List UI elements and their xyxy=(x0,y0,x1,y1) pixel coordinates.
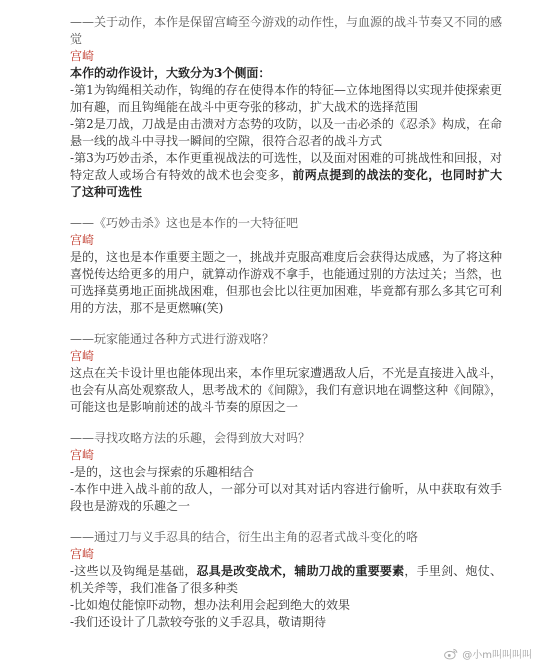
interview-question: ——《巧妙击杀》这也是本作的一大特征吧 xyxy=(70,216,299,230)
weibo-icon xyxy=(444,648,458,660)
interview-question: ——寻找攻略方法的乐趣，会得到放大对吗？ xyxy=(70,431,311,445)
answer-paragraph xyxy=(70,563,502,597)
answer-paragraph: 这点在关卡设计里也能体现出来，本作里玩家遭遇敌人后，不光是直接进入战斗，也会有从高处观察敌人，思考战术的《间隙》，我们有意识地在调整这种《间隙》，可能这也是影响前述的战斗节奏的原因之一 xyxy=(70,366,503,414)
watermark xyxy=(444,646,532,661)
speaker-name: 宫崎 xyxy=(70,448,95,462)
speaker-name: 宫崎 xyxy=(70,49,95,63)
answer-paragraph: -第1为钩绳相关动作，钩绳的存在使得本作的特征—立体地图得以实现并使探索更加有趣，而且钩绳能在战斗中更夸张的移动，扩大战术的选择范围 xyxy=(70,83,502,114)
section-gap xyxy=(70,515,502,529)
answer-text-tail: ，手里剑、炮仗、机关斧等，我们准备了很多种类 xyxy=(70,564,502,595)
interview-question: ——通过刀与义手忍具的结合，衍生出主角的忍者式战斗变化的咯 xyxy=(70,530,419,544)
emphasis-text: 忍具是改变战术，辅助刀战的重要要素 xyxy=(196,564,405,578)
answer-paragraph xyxy=(70,150,502,201)
answer-text: -第3为巧妙击杀，本作更重视战法的可选性，以及面对困难的可挑战性和回报，对特定敌人或场合有特效的战术也会变多， xyxy=(70,151,502,182)
answer-paragraph: -我们还设计了几款较夸张的义手忍具，敬请期待 xyxy=(70,615,327,629)
answer-paragraph: -本作中进入战斗前的敌人，一部分可以对其对话内容进行偷听，从中获取有效手段也是游戏的乐趣之一 xyxy=(70,482,502,513)
answer-text: -这些以及钩绳是基础， xyxy=(70,564,197,578)
speaker-name: 宫崎 xyxy=(70,547,95,561)
section-gap xyxy=(70,201,502,215)
interview-question: ——玩家能通过各种方式进行游戏咯？ xyxy=(70,332,275,346)
answer-paragraph: 是的，这也是本作重要主题之一，挑战并克服高难度后会获得达成感，为了将这种喜悦传达给更多的用户，就算动作游戏不拿手，也能通过别的方法过关；当然，也可选择莫勇地正面挑战困难，但那也会比以往更加困难，毕竟都有那么多其它可利用的方法，那不是更燃嘛(笑) xyxy=(70,250,503,315)
bold-statement: 本作的动作设计，大致分为3个侧面： xyxy=(70,66,271,80)
interview-question: ——关于动作，本作是保留宫崎至今游戏的动作性，与血源的战斗节奏又不同的感觉 xyxy=(70,15,503,46)
speaker-name: 宫崎 xyxy=(70,233,95,247)
answer-paragraph: -第2是刀战，刀战是由击溃对方态势的攻防，以及一击必杀的《忍杀》构成，在命悬一线的战斗中寻找一瞬间的空隙，很符合忍者的战斗方式 xyxy=(70,117,502,148)
emphasis-text: 前两点提到的战法的变化，也同时扩大了这种可选性 xyxy=(70,168,502,199)
answer-paragraph: -是的，这也会与探索的乐趣相结合 xyxy=(70,465,255,479)
speaker-name: 宫崎 xyxy=(70,349,95,363)
section-gap xyxy=(70,317,502,331)
section-gap xyxy=(70,416,502,430)
watermark-text: @小m叫叫叫叫 xyxy=(462,650,532,661)
answer-paragraph: -比如炮仗能惊吓动物，想办法利用会起到绝大的效果 xyxy=(70,598,351,612)
